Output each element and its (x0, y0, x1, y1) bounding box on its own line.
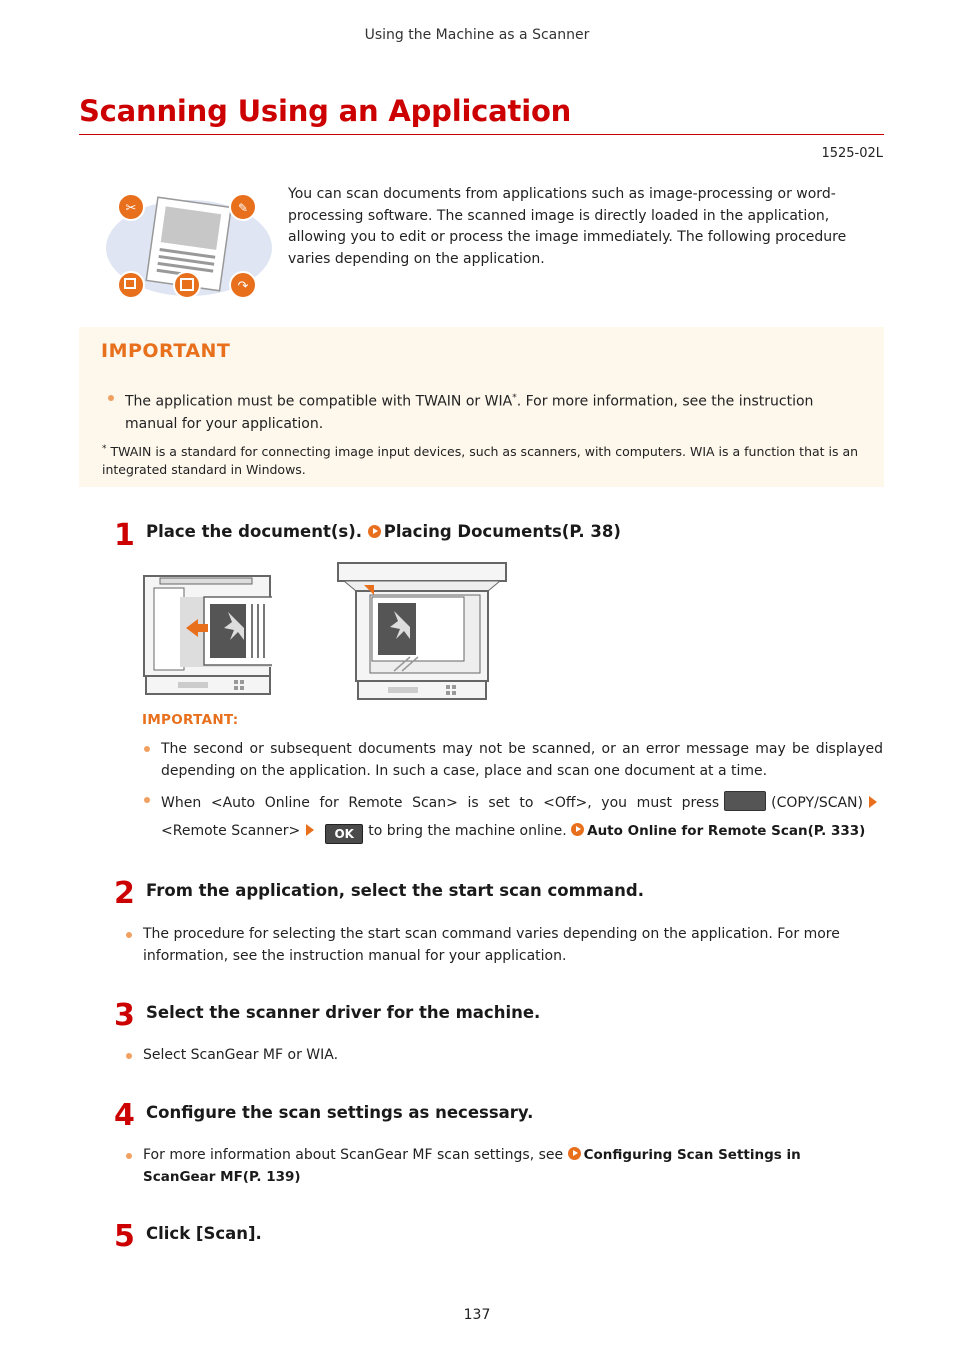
bullet-icon (108, 395, 114, 401)
ok-key: OK (325, 824, 363, 844)
step1-note-1: The second or subsequent documents may not be scanned, or an error message may be displayed depending on the application. In such a case, place and scan one document at a time. (161, 741, 883, 779)
rotate-icon (230, 272, 256, 298)
bullet-icon (144, 797, 150, 803)
bullet-icon (126, 1153, 132, 1159)
step3-note: Select ScanGear MF or WIA. (143, 1047, 339, 1063)
step-title (146, 522, 621, 541)
step-title: Configure the scan settings as necessary. (146, 1103, 534, 1122)
layers-icon (118, 272, 144, 298)
platen-placement-illustration (336, 561, 508, 701)
page-number: 137 (463, 1307, 491, 1323)
important-note (125, 387, 865, 435)
note-text-continued: to bring the machine online. (368, 823, 567, 839)
important-heading: IMPORTANT (101, 340, 231, 362)
note-text: The application must be compatible with TWAIN or WIA (125, 393, 513, 410)
step-title: Select the scanner driver for the machine. (146, 1003, 541, 1022)
svg-text:✂: ✂ (125, 201, 137, 216)
intro-paragraph: You can scan documents from applications such as image-processing or word-processing software. The scanned image is directly loaded in the application, allowing you to edit or process the image immediately. The following procedure varies depending on the application. (288, 186, 847, 267)
footnote-marker: * (102, 444, 107, 454)
link-arrow-icon (368, 525, 381, 538)
footnote-marker: * (512, 393, 517, 403)
link-arrow-icon (568, 1147, 581, 1160)
step-number: 5 (114, 1219, 135, 1254)
svg-text:↷: ↷ (237, 279, 249, 294)
step1-important-heading: IMPORTANT: (142, 712, 239, 728)
auto-online-link[interactable]: Auto Online for Remote Scan(P. 333) (587, 823, 866, 839)
menu-arrow-icon (306, 824, 314, 836)
bullet-icon (126, 1053, 132, 1059)
step-title-text: Place the document(s). (146, 522, 363, 541)
important-footnote (102, 441, 862, 478)
crop-icon (174, 272, 200, 298)
note-text-continued: . For more information, see the instruction manual for your application. (125, 393, 814, 432)
menu-label: <Remote Scanner> (161, 823, 301, 839)
step-number: 4 (114, 1098, 135, 1133)
placing-documents-link[interactable]: Placing Documents(P. 38) (383, 522, 621, 541)
note-text: When <Auto Online for Remote Scan> is set to <Off>, you must press (161, 795, 720, 811)
running-header: Using the Machine as a Scanner (364, 27, 590, 43)
step-number: 2 (114, 876, 135, 911)
step4-note (143, 1145, 863, 1188)
bullet-icon (126, 932, 132, 938)
feeder-placement-illustration (142, 572, 272, 698)
scissors-icon (118, 194, 144, 220)
note-text: For more information about ScanGear MF scan settings, see (143, 1147, 564, 1163)
title-divider (79, 134, 884, 135)
scan-application-illustration (104, 184, 274, 304)
step2-note: The procedure for selecting the start scan command varies depending on the application. For more information, see the instruction manual for your application. (143, 926, 840, 964)
document-code: 1525-02L (821, 146, 883, 161)
step-number: 1 (114, 518, 135, 553)
step1-note-2 (161, 789, 883, 845)
bullet-icon (144, 746, 150, 752)
svg-text:✎: ✎ (237, 201, 249, 215)
page-title: Scanning Using an Application (79, 94, 572, 128)
menu-arrow-icon (869, 796, 877, 808)
pen-icon (230, 194, 256, 220)
step-title: From the application, select the start scan command. (146, 881, 644, 900)
step-title: Click [Scan]. (146, 1224, 262, 1243)
scangear-settings-link[interactable]: Configuring Scan Settings in ScanGear MF(P. 139) (143, 1147, 801, 1185)
footnote-text: TWAIN is a standard for connecting image input devices, such as scanners, with computers. WIA is a function that is an integrated standard in Windows. (102, 444, 859, 477)
step-number: 3 (114, 998, 135, 1033)
copy-scan-key-icon (724, 791, 766, 811)
link-arrow-icon (571, 823, 584, 836)
key-label: (COPY/SCAN) (771, 795, 863, 811)
